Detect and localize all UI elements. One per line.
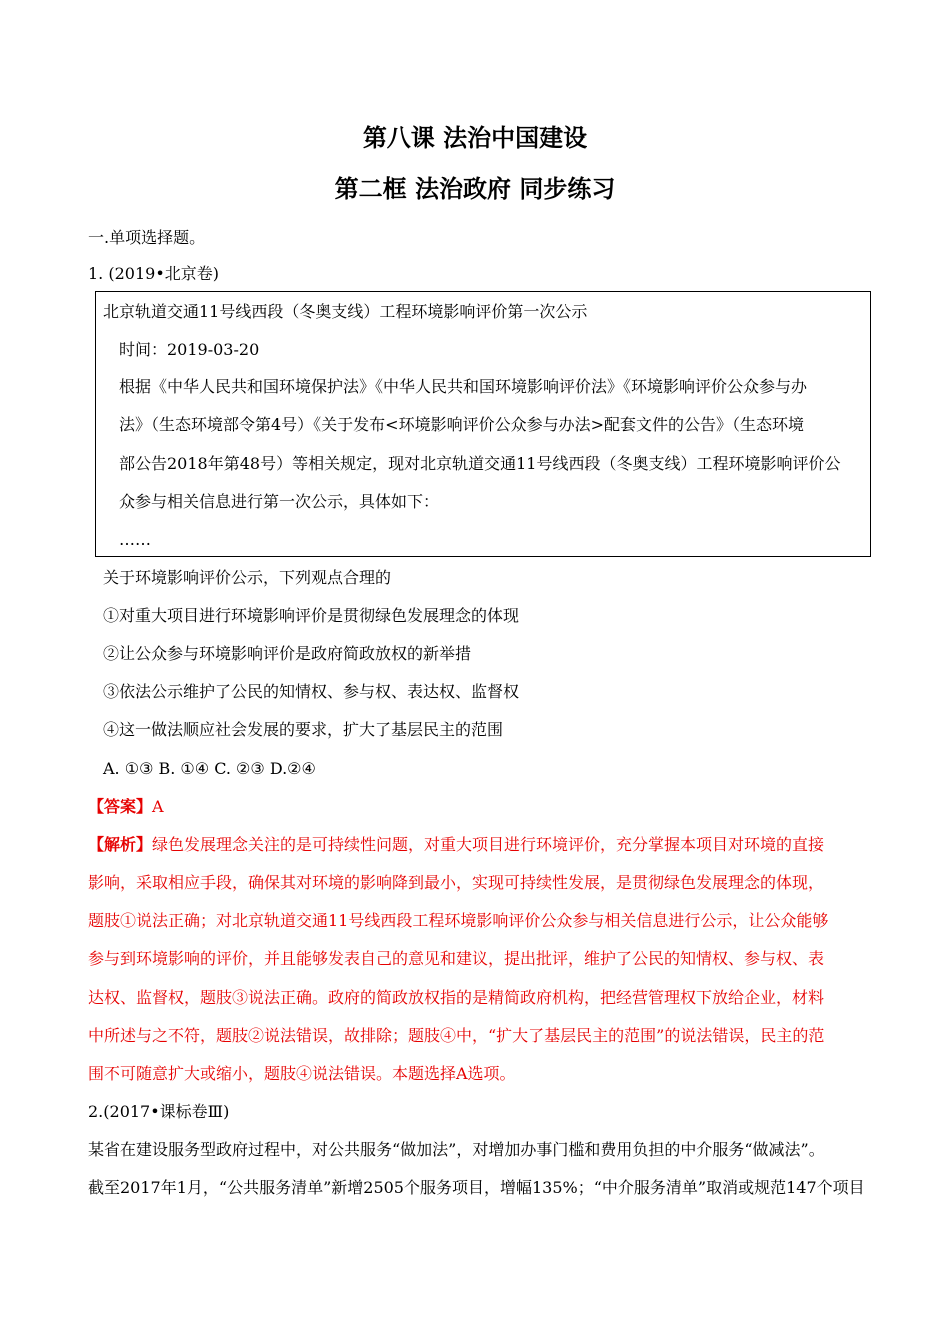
- statement-item: ②让公众参与环境影响评价是政府简政放权的新举措: [103, 644, 472, 663]
- question-stem: 关于环境影响评价公示，下列观点合理的: [103, 568, 392, 587]
- section-heading: 一.单项选择题。: [88, 228, 206, 247]
- statement-item: ①对重大项目进行环境影响评价是贯彻绿色发展理念的体现: [103, 606, 520, 625]
- material-line: 部公告2018年第48号）等相关规定，现对北京轨道交通11号线西段（冬奥支线）工程环境影响评价公: [119, 454, 841, 473]
- analysis-line: 参与到环境影响的评价，并且能够发表自己的意见和建议，提出批评，维护了公民的知情权、参与权、表: [88, 949, 825, 968]
- question-2-line: 截至2017年1月，“公共服务清单”新增2505个服务项目，增幅135%；“中介服务清单”取消或规范147个项目: [88, 1178, 865, 1197]
- material-line: 时间：2019-03-20: [119, 340, 260, 359]
- material-line: 法》（生态环境部令第4号）《关于发布<环境影响评价公众参与办法>配套文件的公告》（生态环境: [119, 415, 804, 434]
- question-1-source: 1. (2019•北京卷): [88, 264, 219, 283]
- material-line: ……: [119, 530, 151, 549]
- page-title: 第八课 法治中国建设: [362, 123, 588, 152]
- analysis-line: 达权、监督权，题肢③说法正确。政府的简政放权指的是精简政府机构，把经营管理权下放给企业，材料: [88, 988, 825, 1007]
- analysis-line: 题肢①说法正确；对北京轨道交通11号线西段工程环境影响评价公众参与相关信息进行公示，让公众能够: [88, 911, 829, 930]
- question-2-line: 某省在建设服务型政府过程中，对公共服务“做加法”，对增加办事门槛和费用负担的中介服务“做减法”。: [88, 1140, 825, 1159]
- material-line: 根据《中华人民共和国环境保护法》《中华人民共和国环境影响评价法》《环境影响评价公众参与办: [119, 377, 808, 396]
- analysis-line: 围不可随意扩大或缩小，题肢④说法错误。本题选择A选项。: [88, 1064, 516, 1083]
- analysis-text: 绿色发展理念关注的是可持续性问题，对重大项目进行环境评价，充分掌握本项目对环境的直接: [152, 835, 825, 854]
- material-line: 北京轨道交通11号线西段（冬奥支线）工程环境影响评价第一次公示: [103, 302, 588, 321]
- answer: [88, 797, 164, 817]
- analysis-line: 影响，采取相应手段，确保其对环境的影响降到最小，实现可持续性发展，是贯彻绿色发展理念的体现，: [88, 873, 825, 892]
- analysis-label: 【解析】: [88, 835, 153, 854]
- answer-value: A: [152, 797, 164, 816]
- analysis-line: 中所述与之不符，题肢②说法错误，故排除；题肢④中，“扩大了基层民主的范围”的说法错误，民主的范: [88, 1026, 825, 1045]
- statement-item: ③依法公示维护了公民的知情权、参与权、表达权、监督权: [103, 682, 520, 701]
- material-line: 众参与相关信息进行第一次公示，具体如下：: [119, 492, 440, 511]
- question-2-source: 2.(2017•课标卷Ⅲ): [88, 1102, 230, 1121]
- statement-item: ④这一做法顺应社会发展的要求，扩大了基层民主的范围: [103, 720, 504, 739]
- answer-label: 【答案】: [88, 797, 153, 816]
- analysis-line: [88, 835, 824, 855]
- page-subtitle: 第二框 法治政府 同步练习: [334, 174, 616, 203]
- answer-options: A. ①③ B. ①④ C. ②③ D.②④: [103, 759, 316, 778]
